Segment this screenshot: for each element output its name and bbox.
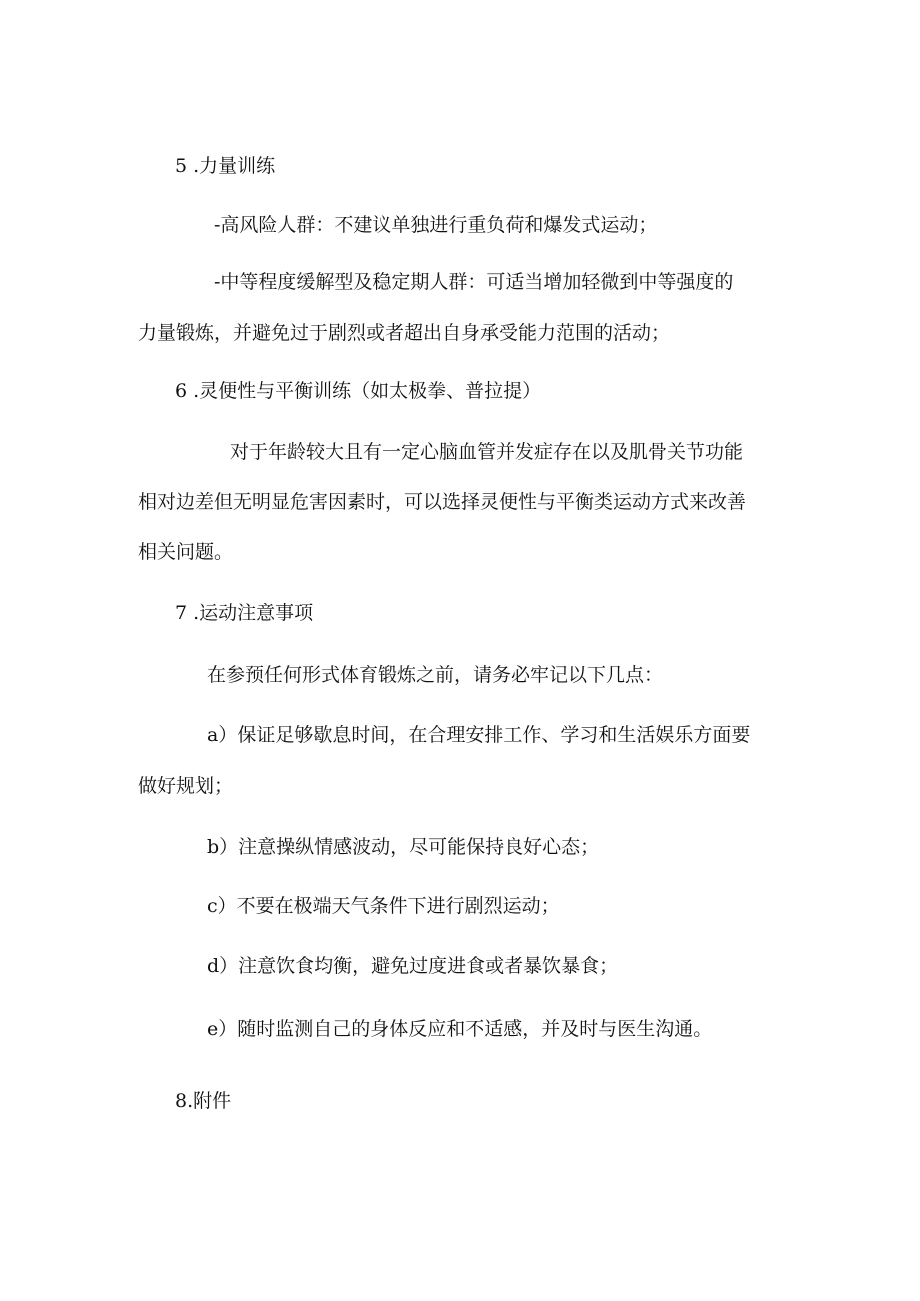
section-6-paragraph-line-2: 相对边差但无明显危害因素时，可以选择灵便性与平衡类运动方式来改善 (138, 491, 747, 513)
section-5-heading: 5 .力量训练 (175, 155, 276, 177)
section-7-item-d: d）注意饮食均衡，避免过度进食或者暴饮暴食； (207, 955, 619, 977)
section-8-heading: 8.附件 (175, 1090, 232, 1112)
section-5-paragraph-1: -高风险人群：不建议单独进行重负荷和爆发式运动； (214, 214, 658, 236)
section-7-item-e: e）随时监测自己的身体反应和不适感，并及时与医生沟通。 (207, 1018, 713, 1040)
section-5-paragraph-2-line-2: 力量锻炼，并避免过于剧烈或者超出自身承受能力范围的活动； (138, 322, 671, 344)
section-7-item-a-line-1: a）保证足够歇息时间，在合理安排工作、学习和生活娱乐方面要 (207, 724, 751, 746)
section-7-heading: 7 .运动注意事项 (175, 602, 314, 624)
section-7-item-b: b）注意操纵情感波动，尽可能保持良好心态； (207, 836, 600, 858)
section-6-paragraph-line-3: 相关问题。 (138, 541, 234, 563)
section-6-paragraph-line-1: 对于年龄较大且有一定心脑血管并发症存在以及肌骨关节功能 (230, 441, 744, 463)
section-7-item-c: c）不要在极端天气条件下进行剧烈运动； (207, 895, 560, 917)
section-7-intro: 在参预任何形式体育锻炼之前，请务必牢记以下几点： (207, 664, 664, 686)
section-6-heading: 6 .灵便性与平衡训练（如太极拳、普拉提） (175, 380, 542, 402)
section-7-item-a-line-2: 做好规划； (138, 775, 234, 797)
section-5-paragraph-2-line-1: -中等程度缓解型及稳定期人群：可适当增加轻微到中等强度的 (214, 271, 734, 293)
